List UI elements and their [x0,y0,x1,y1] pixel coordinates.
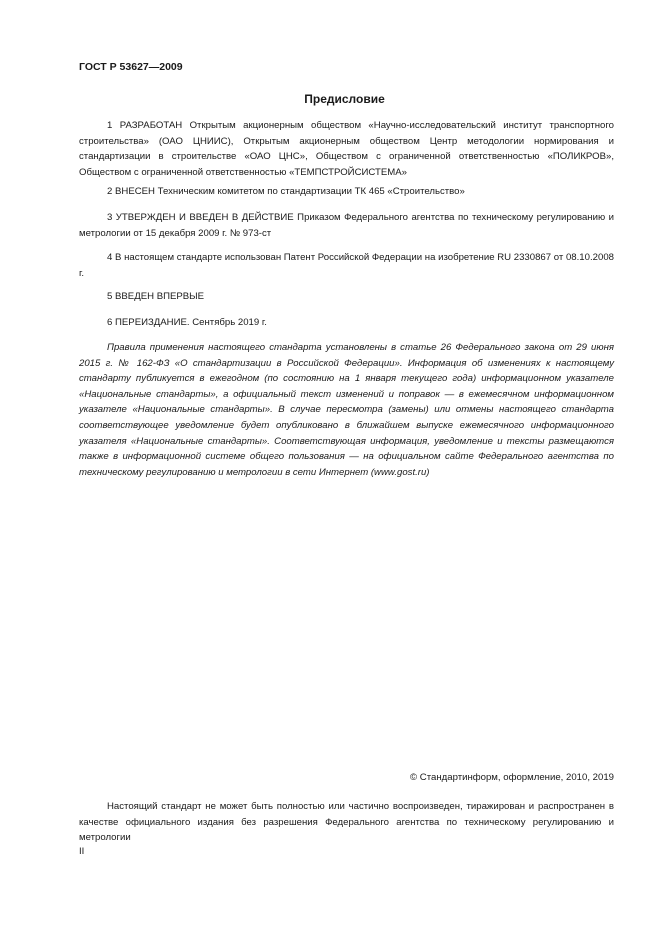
application-rules-note: Правила применения настоящего стандарта установлены в статье 26 Федерального закона от 29 июня 2015 г. № 162-ФЗ «О стандартизации в Российской Федерации». Информация об изменениях к настоящему стандарту публикуется в ежегодном (по состоянию на 1 января текущего года) информационном указателе «Национальные стандарты», а официальный текст изменений и поправок — в ежемесячном информационном указателе «Национальные стандарты». В случае пересмотра (замены) или отмены настоящего стандарта соответствующее уведомление будет опубликовано в ближайшем выпуске ежемесячного информационного указателя «Национальные стандарты». Соответствующая информация, уведомление и тексты размещаются также в информационной системе общего пользования — на официальном сайте Федерального агентства по техническому регулированию и метрологии в сети Интернет (www.gost.ru) [79,342,614,478]
preface-item-developed: 1 РАЗРАБОТАН Открытым акционерным обществом «Научно-исследовательский институт транспортного строительства» (ОАО ЦНИИС), Открытым акционерным обществом Центр методологии нормирования и стандартизации в строительстве «ОАО ЦНС», Обществом с ограниченной ответственностью «ПОЛИКРОВ», Обществом с ограниченной ответственностью «ТЕМПСТРОЙСИСТЕМА» [79,120,614,178]
reprint-notice: Настоящий стандарт не может быть полностью или частично воспроизведен, тиражирован и распространен в качестве официального издания без разрешения Федерального агентства по техническому регулированию и метрологии [79,801,614,844]
document-code: ГОСТ Р 53627—2009 [79,61,183,73]
preface-item-first-introduced: 5 ВВЕДЕН ВПЕРВЫЕ [107,291,205,302]
preface-item-approved: 3 УТВЕРЖДЕН И ВВЕДЕН В ДЕЙСТВИЕ Приказом Федерального агентства по техническому регулированию и метрологии от 15 декабря 2009 г. № 973-ст [79,212,614,239]
copyright-notice: © Стандартинформ, оформление, 2010, 2019 [410,772,614,783]
preface-title: Предисловие [304,92,385,106]
page-number: II [79,846,85,857]
preface-item-introduced: 2 ВНЕСЕН Техническим комитетом по стандартизации ТК 465 «Строительство» [107,186,465,197]
preface-item-reissue: 6 ПЕРЕИЗДАНИЕ. Сентябрь 2019 г. [107,317,267,328]
preface-item-patent: 4 В настоящем стандарте использован Патент Российской Федерации на изобретение RU 2330867 от 08.10.2008 г. [79,252,614,279]
